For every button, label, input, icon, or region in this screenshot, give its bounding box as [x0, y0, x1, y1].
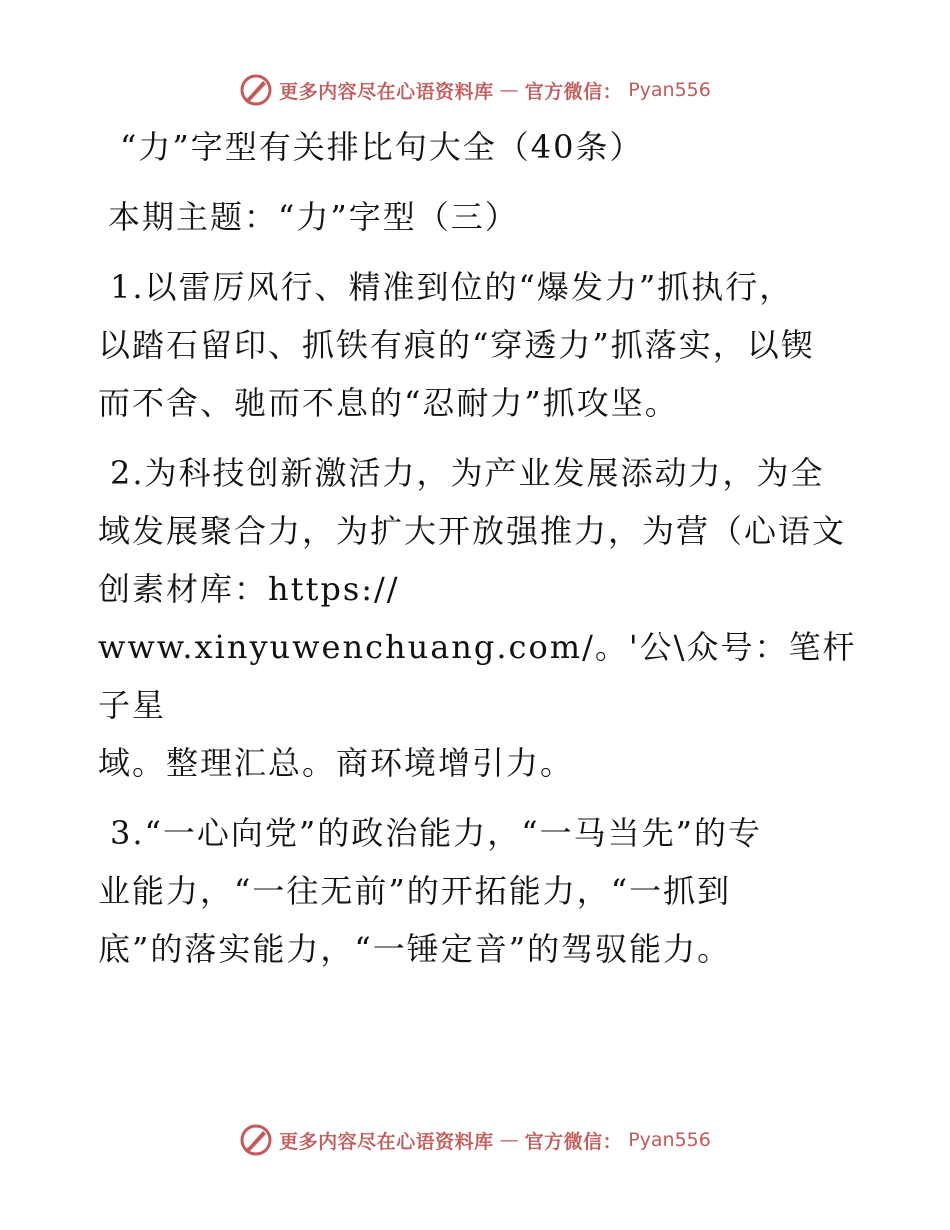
item-line: 1.以雷厉风行、精准到位的“爆发力”抓执行，: [110, 268, 794, 306]
banner-wechat-id: Pyan556: [628, 1129, 711, 1151]
banner-text: 更多内容尽在心语资料库: [279, 80, 494, 103]
item-line: 创素材库：https://: [98, 570, 400, 608]
list-item: [98, 804, 858, 978]
list-item: [98, 258, 858, 432]
banner-wechat-id: Pyan556: [628, 79, 711, 101]
item-line: 以踏石留印、抓铁有痕的“穿透力”抓落实，以锲: [98, 326, 815, 364]
list-item: [98, 444, 858, 792]
document-title: “力”字型有关排比句大全（40条）: [120, 128, 644, 166]
banner-wechat-label: 官方微信：: [524, 80, 623, 103]
document-subtitle: 本期主题：“力”字型（三）: [108, 198, 519, 236]
item-line: 2.为科技创新激活力，为产业发展添动力，为全: [110, 454, 825, 492]
item-line: 业能力，“一往无前”的开拓能力，“一抓到: [98, 872, 732, 910]
item-line: 3.“一心向党”的政治能力，“一马当先”的专: [110, 814, 762, 852]
footer-banner: [0, 1120, 950, 1160]
item-line: 底”的落实能力，“一锤定音”的驾驭能力。: [98, 930, 732, 968]
banner-dash: —: [499, 1129, 519, 1151]
item-line: www.xinyuwenchuang.com/。'公\众号：笔杆子星: [98, 628, 857, 724]
banner-dash: —: [499, 79, 519, 101]
quill-pen-circle-icon: [239, 1123, 273, 1157]
item-line: 域。整理汇总。商环境增引力。: [98, 744, 575, 782]
header-banner: [0, 70, 950, 110]
quill-pen-circle-icon: [239, 73, 273, 107]
banner-text: 更多内容尽在心语资料库: [279, 1130, 494, 1153]
banner-wechat-label: 官方微信：: [524, 1130, 623, 1153]
document-body: [98, 118, 858, 978]
item-line: 而不舍、驰而不息的“忍耐力”抓攻坚。: [98, 384, 679, 422]
item-line: 域发展聚合力，为扩大开放强推力，为营（心语文: [98, 512, 847, 550]
